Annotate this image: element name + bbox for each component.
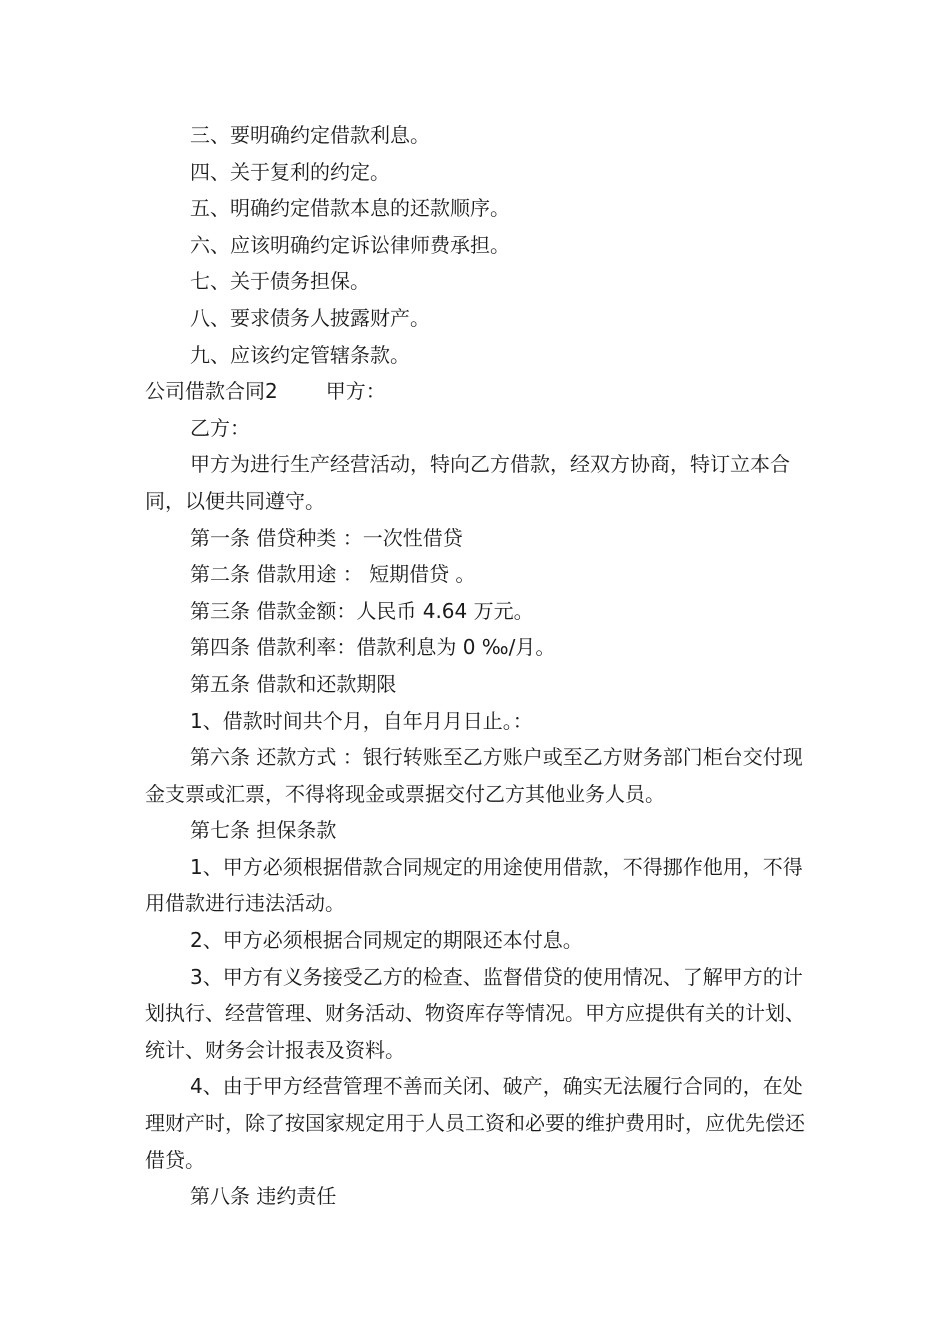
article-6: 第六条 还款方式 ：银行转账至乙方账户或至乙方财务部门柜台交付现金支票或汇票，不得将现金或票据交付乙方其他业务人员。: [145, 745, 803, 806]
document-body: [145, 117, 817, 1215]
section-title: 公司借款合同2: [145, 379, 278, 404]
article-7: 第七条 担保条款: [190, 818, 337, 843]
article-7-clause-3: 3、甲方有义务接受乙方的检查、监督借贷的使用情况、了解甲方的计划执行、经营管理、财务活动、物资库存等情况。甲方应提供有关的计划、统计、财务会计报表及资料。: [145, 964, 805, 1062]
intro-paragraph: 甲方为进行生产经营活动，特向乙方借款，经双方协商，特订立本合同，以便共同遵守。: [145, 452, 790, 513]
article-2: 第二条 借款用途 ： 短期借贷 。: [190, 562, 476, 587]
article-5-clause-1: 1、借款时间共个月，自年月月日止。：: [190, 708, 533, 733]
contract-heading-line: [145, 373, 817, 410]
list-item: 五、明确约定借款本息的还款顺序。: [190, 196, 510, 221]
article-7-clause-1: 1、甲方必须根据借款合同规定的用途使用借款，不得挪作他用，不得用借款进行违法活动。: [145, 854, 803, 916]
article-5: 第五条 借款和还款期限: [190, 671, 397, 696]
article-7-clause-4: 4、由于甲方经营管理不善而关闭、破产，确实无法履行合同的，在处理财产时，除了按国家规定用于人员工资和必要的维护费用时，应优先偿还借贷。: [145, 1074, 805, 1172]
list-item: 九、应该约定管辖条款。: [190, 342, 410, 367]
article-7-clause-2: 2、甲方必须根据合同规定的期限还本付息。: [190, 928, 583, 953]
list-item: 七、关于债务担保。: [190, 269, 370, 294]
article-4: 第四条 借款利率：借款利息为 0 ‰/月。: [190, 635, 556, 660]
article-1: 第一条 借贷种类 ：一次性借贷: [190, 525, 463, 550]
article-8: 第八条 违约责任: [190, 1184, 337, 1209]
list-item: 八、要求债务人披露财产。: [190, 305, 430, 330]
list-item: 六、应该明确约定诉讼律师费承担。: [190, 232, 510, 257]
party-b-label: 乙方：: [190, 415, 250, 440]
party-a-label: 甲方：: [325, 379, 386, 404]
list-item: 三、要明确约定借款利息。: [190, 123, 430, 147]
list-item: 四、关于复利的约定。: [190, 159, 390, 184]
article-3: 第三条 借款金额：人民币 4.64 万元。: [190, 598, 534, 623]
